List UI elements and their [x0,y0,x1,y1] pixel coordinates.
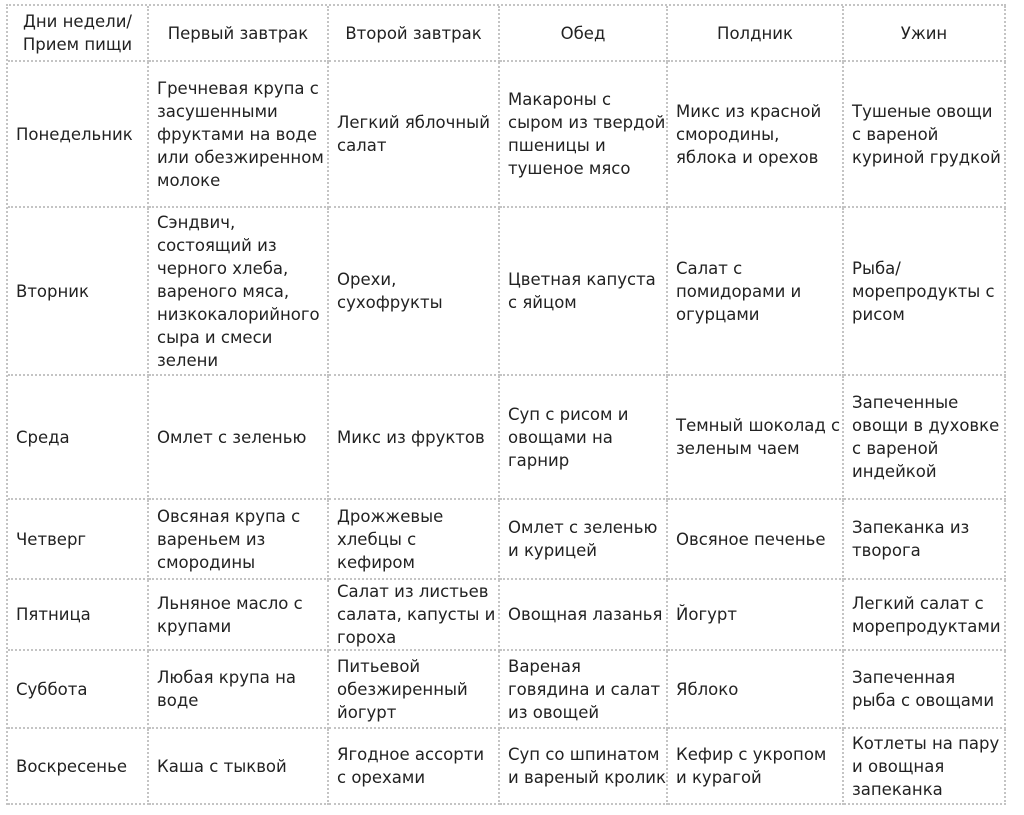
meal-cell: Вареная говядина и салат из овощей [500,651,668,729]
corner-header-cell [8,6,149,62]
meal-cell: Запеканка из творога [844,500,1006,580]
meal-cell: Суп с рисом и овощами на гарнир [500,376,668,500]
meal-header-dinner: Ужин [844,6,1006,62]
meal-cell: Тушеные овощи с вареной куриной грудкой [844,62,1006,208]
meal-cell: Котлеты на пару и овощная запеканка [844,729,1006,805]
meal-cell: Питьевой обезжиренный йогурт [329,651,500,729]
meal-cell: Легкий салат с морепродуктами [844,580,1006,651]
table-row [8,580,1006,651]
meal-header-lunch: Обед [500,6,668,62]
day-cell: Понедельник [8,62,149,208]
meal-cell: Запеченные овощи в духовке с вареной индейкой [844,376,1006,500]
table-row [8,651,1006,729]
day-cell: Среда [8,376,149,500]
day-cell: Четверг [8,500,149,580]
table-row [8,729,1006,805]
meal-header-first-breakfast: Первый завтрак [149,6,329,62]
table-row [8,62,1006,208]
meal-cell: Сэндвич, состоящий из черного хлеба, вареного мяса, низкокалорийного сыра и смеси зелени [149,208,329,376]
meal-cell: Омлет с зеленью [149,376,329,500]
meal-cell: Овощная лазанья [500,580,668,651]
meal-cell: Темный шоколад с зеленым чаем [668,376,844,500]
meal-cell: Цветная капуста с яйцом [500,208,668,376]
meal-cell: Омлет с зеленью и курицей [500,500,668,580]
meal-header-snack: Полдник [668,6,844,62]
meal-header-second-breakfast: Второй завтрак [329,6,500,62]
meal-cell: Любая крупа на воде [149,651,329,729]
table-row [8,500,1006,580]
meal-cell: Микс из красной смородины, яблока и орехов [668,62,844,208]
meal-cell: Гречневая крупа с засушенными фруктами на воде или обезжиренном молоке [149,62,329,208]
meal-cell: Микс из фруктов [329,376,500,500]
meal-cell: Рыба/ морепродукты с рисом [844,208,1006,376]
meal-cell: Легкий яблочный салат [329,62,500,208]
meal-cell: Макароны с сыром из твердой пшеницы и тушеное мясо [500,62,668,208]
meal-cell: Запеченная рыба с овощами [844,651,1006,729]
meal-cell: Кефир с укропом и курагой [668,729,844,805]
meal-cell: Льняное масло с крупами [149,580,329,651]
day-cell: Воскресенье [8,729,149,805]
meal-cell: Овсяная крупа с вареньем из смородины [149,500,329,580]
meal-cell: Суп со шпинатом и вареный кролик [500,729,668,805]
meal-cell: Ягодное ассорти с орехами [329,729,500,805]
day-cell: Вторник [8,208,149,376]
corner-header-line1: Дни недели/ [23,12,132,31]
table-row [8,208,1006,376]
meal-cell: Салат с помидорами и огурцами [668,208,844,376]
meal-cell: Салат из листьев салата, капусты и гороха [329,580,500,651]
meal-cell: Яблоко [668,651,844,729]
header-row [8,6,1006,62]
day-cell: Суббота [8,651,149,729]
meal-cell: Каша с тыквой [149,729,329,805]
meal-cell: Йогурт [668,580,844,651]
meal-cell: Орехи, сухофрукты [329,208,500,376]
meal-plan-table [6,4,1006,805]
corner-header-line2: Прием пищи [22,35,133,54]
day-cell: Пятница [8,580,149,651]
table-row [8,376,1006,500]
meal-cell: Дрожжевые хлебцы с кефиром [329,500,500,580]
meal-cell: Овсяное печенье [668,500,844,580]
